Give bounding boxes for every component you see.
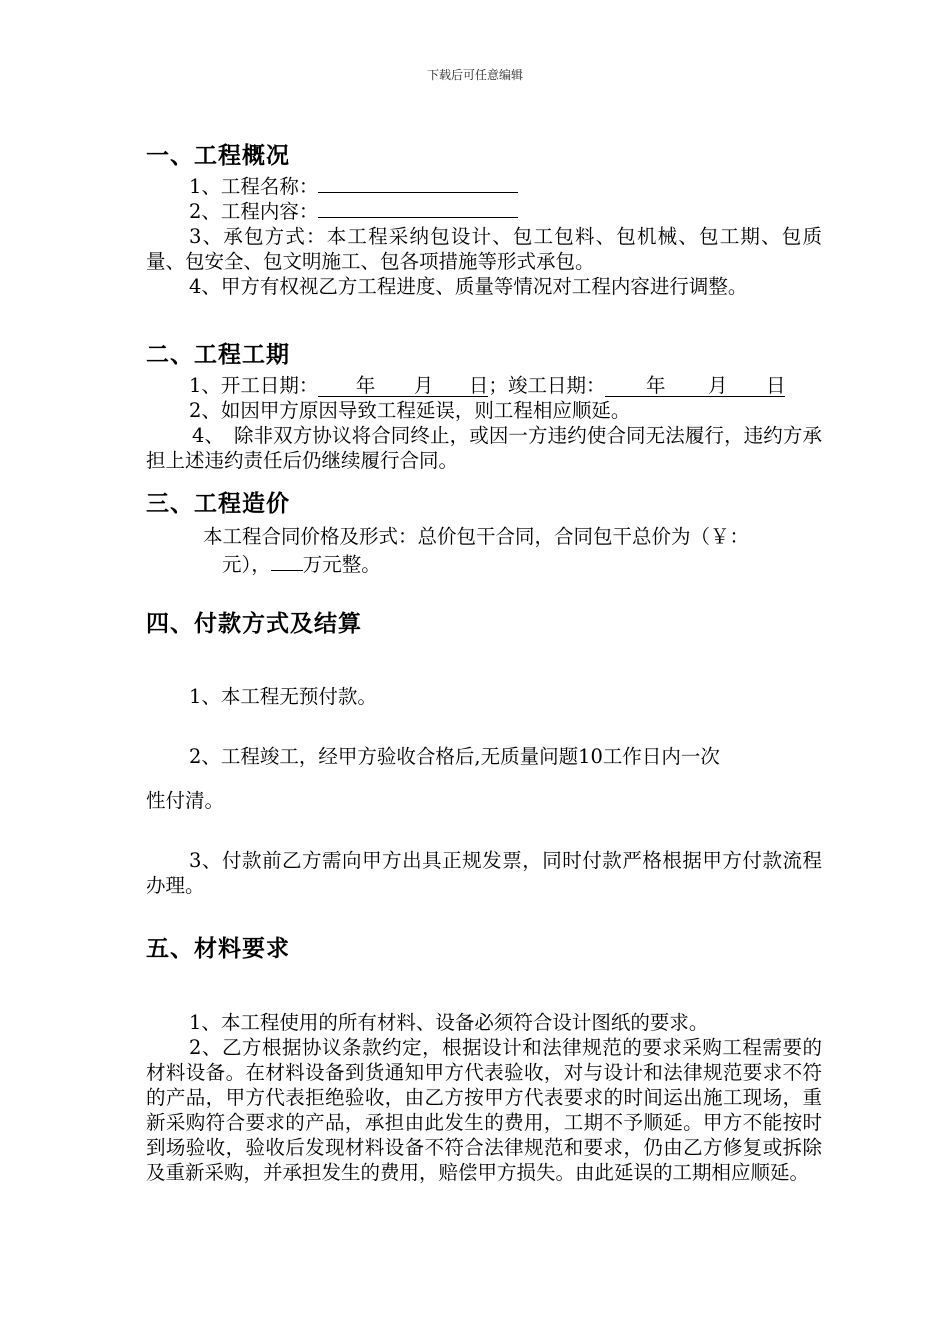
dates-line	[189, 373, 785, 398]
section-4-title: 四、付款方式及结算	[146, 611, 362, 637]
start-month-unit: 月	[413, 374, 434, 397]
price-line-2	[222, 549, 381, 577]
start-month-blank	[375, 375, 433, 397]
project-name-line	[189, 174, 518, 199]
prepayment-paragraph: 1、本工程无预付款。	[189, 685, 377, 708]
end-month-blank	[665, 375, 727, 397]
settlement-line-2: 性付清。	[146, 789, 225, 812]
end-date-label: 竣工日期：	[507, 374, 606, 397]
contract-mode-paragraph: 3、承包方式：本工程采纳包设计、包工包料、包机械、包工期、包质量、包安全、包文明施工、包各项措施等形式承包。	[146, 225, 822, 273]
price-wan-text: 万元整。	[302, 553, 381, 576]
project-content-blank	[318, 199, 518, 218]
project-name-label: 1、工程名称：	[189, 175, 319, 198]
start-year-unit: 年	[355, 374, 376, 397]
section-5-title: 五、材料要求	[146, 936, 290, 962]
end-year-blank	[605, 375, 665, 397]
page-header: 下载后可任意编辑	[426, 68, 523, 82]
price-yuan-text: 元），	[222, 553, 271, 576]
scope-adjust-paragraph: 4、甲方有权视乙方工程进度、质量等情况对工程内容进行调整。	[189, 275, 748, 298]
section-1-title: 一、工程概况	[146, 143, 290, 169]
end-year-unit: 年	[645, 374, 666, 397]
start-day-unit: 日	[468, 374, 489, 397]
section-3-title: 三、工程造价	[146, 491, 290, 517]
start-date-label: 1、开工日期：	[189, 374, 319, 397]
termination-paragraph: 4、 除非双方协议将合同终止，或因一方违约使合同无法履行，违约方承担上述违约责任后仍继续履行合同。	[146, 424, 822, 472]
materials-requirement-paragraph: 1、本工程使用的所有材料、设备必须符合设计图纸的要求。	[189, 1011, 709, 1034]
delay-paragraph: 2、如因甲方原因导致工程延误，则工程相应顺延。	[189, 399, 631, 422]
start-day-blank	[433, 375, 488, 397]
invoice-paragraph: 3、付款前乙方需向甲方出具正规发票，同时付款严格根据甲方付款流程办理。	[146, 849, 822, 897]
price-amount-blank	[271, 549, 303, 571]
section-2-title: 二、工程工期	[146, 342, 290, 368]
project-content-label: 2、工程内容：	[189, 200, 319, 223]
project-content-line	[189, 199, 518, 224]
project-name-blank	[318, 174, 518, 193]
settlement-line-1: 2、工程竣工，经甲方验收合格后,无质量问题10工作日内一次	[189, 745, 720, 768]
end-day-blank	[727, 375, 785, 397]
date-separator: ；	[488, 374, 508, 397]
end-day-unit: 日	[765, 374, 786, 397]
start-year-blank	[318, 375, 375, 397]
end-month-unit: 月	[707, 374, 728, 397]
price-line-1: 本工程合同价格及形式：总价包干合同，合同包干总价为（￥：	[203, 525, 750, 548]
materials-procurement-paragraph: 2、乙方根据协议条款约定，根据设计和法律规范的要求采购工程需要的材料设备。在材料设备到货通知甲方代表验收，对与设计和法律规范要求不符的产品，甲方代表拒绝验收，由乙方按甲方代表要求的时间运出施工现场，重新采购符合要求的产品，承担由此发生的费用，工期不予顺延。甲方不能按时到场验收，验收后发现材料设备不符合法律规范和要求，仍由乙方修复或拆除及重新采购，并承担发生的费用，赔偿甲方损失。由此延误的工期相应顺延。	[146, 1036, 822, 1184]
